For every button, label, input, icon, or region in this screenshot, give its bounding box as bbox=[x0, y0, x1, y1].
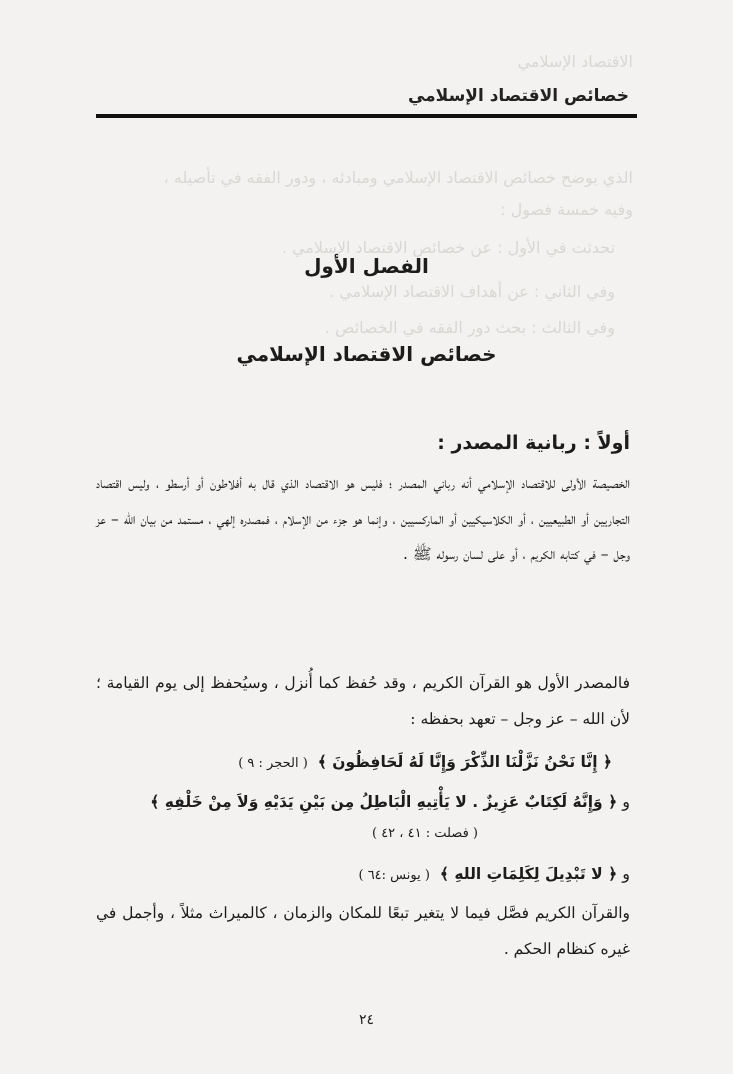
conjunction: و bbox=[622, 792, 630, 811]
verse-reference-2: ( فصلت : ٤١ ، ٤٢ ) bbox=[371, 826, 478, 841]
paragraph-2: فالمصدر الأول هو القرآن الكريم ، وقد حُفظ كما أُنزل ، وسيُحفظ إلى يوم القيامة ؛ لأن الله – عز وجل – تعهد بحفظه : bbox=[96, 674, 630, 728]
verse-line-1 bbox=[96, 752, 630, 771]
section-title: خصائص الاقتصاد الإسلامي bbox=[236, 342, 497, 366]
bleed-through-text: وفي الثالث : بحث دور الفقه في الخصائص . bbox=[324, 318, 615, 337]
bleed-through-text: وفي الثاني : عن أهداف الاقتصاد الإسلامي . bbox=[329, 282, 615, 301]
verse-line-3 bbox=[96, 864, 630, 883]
chapter-title: الفصل الأول bbox=[304, 254, 429, 278]
paragraph-3: والقرآن الكريم فصَّل فيما لا يتغير تبعًا للمكان والزمان ، كالميراث مثلاً ، وأجمل في غيره كنظام الحكم . bbox=[96, 904, 630, 958]
bleed-through-text: الاقتصاد الإسلامي bbox=[517, 52, 633, 71]
quran-verse-3: ﴿ لا تَبْدِيلَ لِكَلِمَاتِ اللهِ ﴾ bbox=[439, 865, 618, 883]
bleed-through-text: وفيه خمسة فصول : bbox=[500, 200, 633, 219]
bleed-through-text: تحدثت في الأول : عن خصائص الاقتصاد الإسلامي . bbox=[281, 238, 615, 257]
conjunction: و bbox=[622, 864, 630, 883]
quran-verse-2: ﴿ وَإِنَّهُ لَكِتَابٌ عَزِيزٌ . لا يَأْتِيهِ الْبَاطِلُ مِن بَيْنِ يَدَيْهِ وَلاَ مِنْ خَلْفِهِ ﴾ bbox=[150, 793, 618, 811]
quran-verse-1: ﴿ إِنَّا نَحْنُ نَزَّلْنَا الذِّكْرَ وَإِنَّا لَهُ لَحَافِظُونَ ﴾ bbox=[317, 753, 612, 771]
verse-line-2 bbox=[96, 792, 630, 811]
page-number: ٢٤ bbox=[358, 1012, 375, 1028]
bleed-through-text: الذي يوضح خصائص الاقتصاد الإسلامي ومبادئه ، ودور الفقه في تأصيله ، bbox=[163, 168, 633, 187]
running-header: خصائص الاقتصاد الإسلامي bbox=[407, 86, 629, 106]
subheading: أولاً : ربانية المصدر : bbox=[437, 432, 630, 454]
verse-reference-1: ( الحجر : ٩ ) bbox=[238, 756, 308, 771]
verse-reference-3: ( يونس :٦٤ ) bbox=[358, 868, 430, 883]
header-rule bbox=[96, 114, 637, 118]
paragraph-1: الخصيصة الأولى للاقتصاد الإسلامي أنه رباني المصدر ؛ فليس هو الاقتصاد الذي قال به أفلاطون أو أرسطو ، وليس اقتصاد التجاريين أو الطبيعيين ، أو الكلاسيكيين أو الماركسيين ، وإنما هو جزء من الإسلام ، فمصدره إلهي ، مستمد من بيان الله – عز وجل – في كتابه الكريم ، أو على لسان رسوله ﷺ . bbox=[96, 474, 630, 563]
